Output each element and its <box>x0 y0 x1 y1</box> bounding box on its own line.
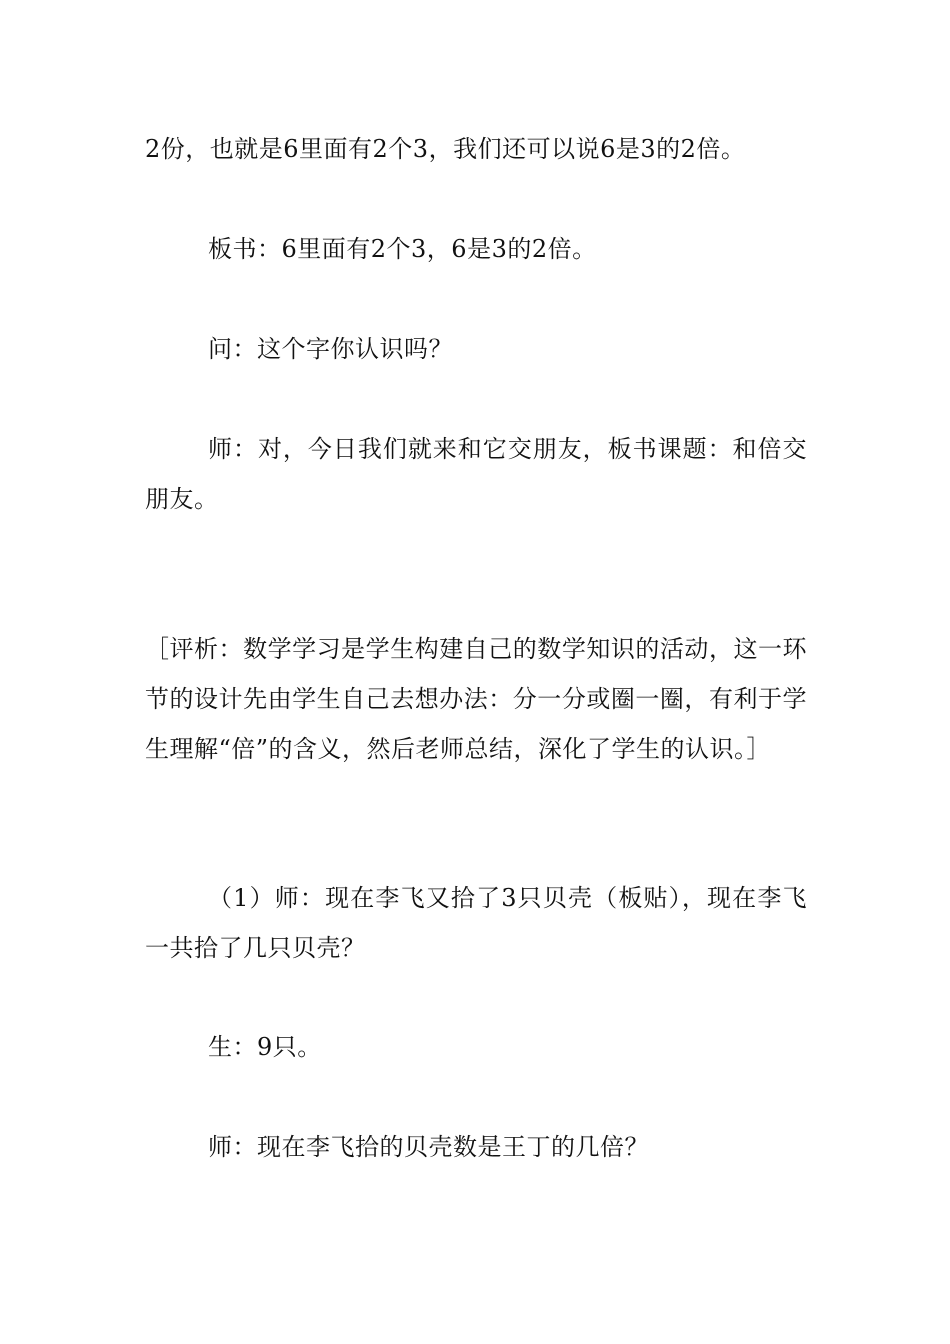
paragraph-teacher-intro: 师：对，今日我们就来和它交朋友，板书课题：和倍交朋友。 <box>145 435 807 513</box>
paragraph-commentary: ［评析：数学学习是学生构建自己的数学知识的活动，这一环节的设计先由学生自己去想办法：分一分或圈一圈，有利于学生理解“倍”的含义，然后老师总结，深化了学生的认识。］ <box>145 635 807 763</box>
paragraph-board-writing: 板书：6里面有2个3，6是3的2倍。 <box>208 235 597 263</box>
paragraph-continuation: 2份，也就是6里面有2个3，我们还可以说6是3的2倍。 <box>145 135 746 163</box>
paragraph-teacher-question-2: 师：现在李飞拾的贝壳数是王丁的几倍？ <box>208 1133 649 1161</box>
paragraph-question: 问：这个字你认识吗？ <box>208 335 453 363</box>
paragraph-student-answer: 生：9只。 <box>208 1033 322 1061</box>
paragraph-teacher-question-1: （1）师：现在李飞又拾了3只贝壳（板贴），现在李飞一共拾了几只贝壳？ <box>145 884 807 962</box>
